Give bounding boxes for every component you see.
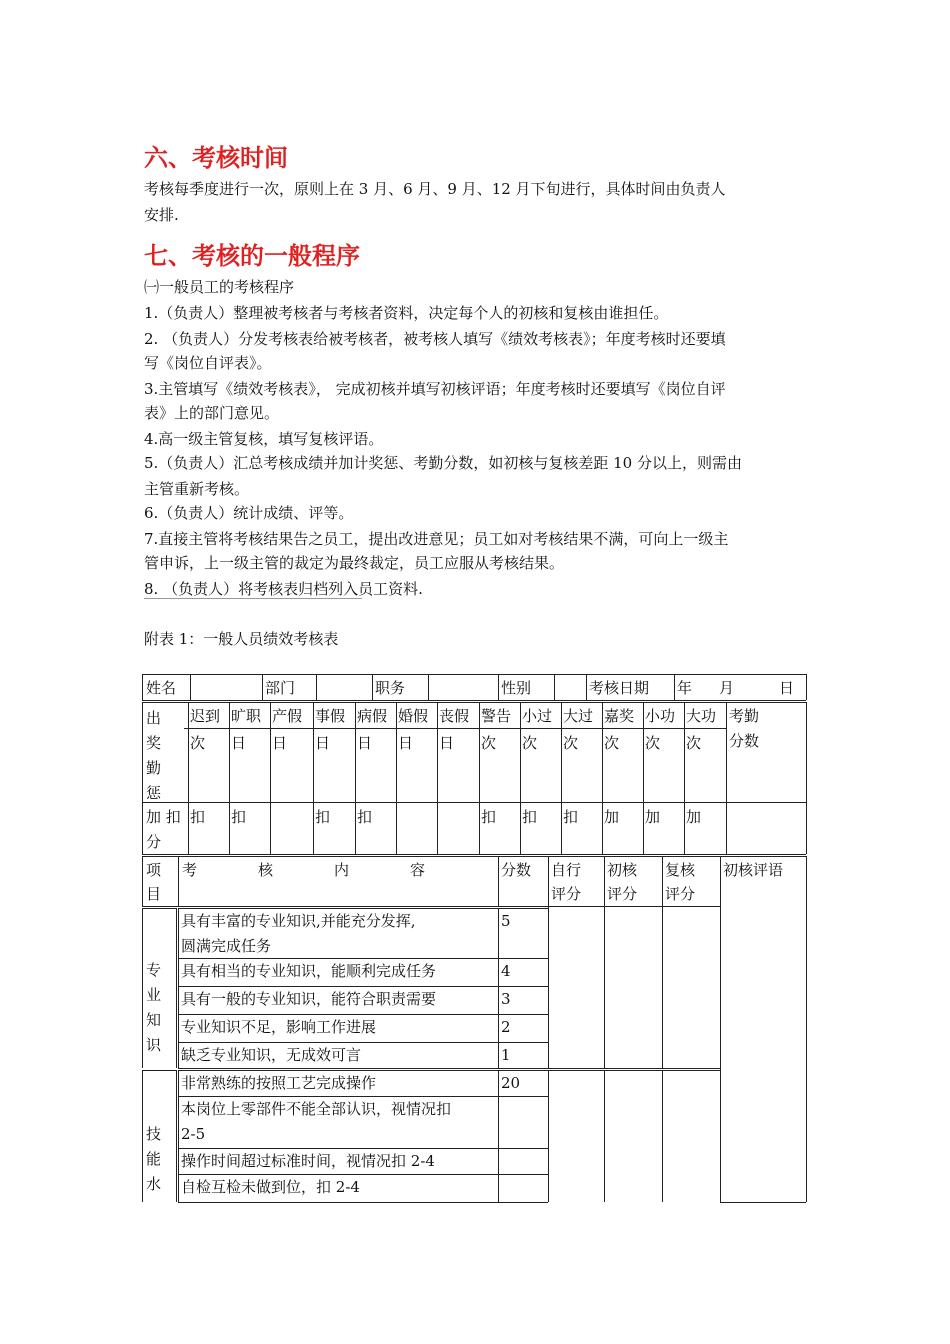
attendance-unit: 日 xyxy=(231,734,247,752)
attendance-column: 旷职 xyxy=(231,707,262,725)
date-label: 考核日期 xyxy=(589,679,650,697)
header-item: 项 xyxy=(146,861,162,879)
adjust-cell: 扣 xyxy=(231,808,247,826)
group-label: 专 xyxy=(146,961,162,979)
score-title: 考勤 xyxy=(729,707,760,725)
table-rule xyxy=(548,986,549,1014)
procedure-line: 5.（负责人）汇总考核成绩并加计奖惩、考勤分数，如初核与复核差距 10 分以上，则需由 xyxy=(144,454,742,472)
procedure-line: 6.（负责人）统计成绩、评等。 xyxy=(144,504,354,522)
table-rule xyxy=(142,700,806,701)
table-rule xyxy=(548,1070,549,1096)
attendance-unit: 日 xyxy=(357,734,373,752)
table-rule xyxy=(548,958,549,986)
table-rule xyxy=(554,674,555,700)
table-rule xyxy=(662,856,663,906)
table-rule xyxy=(662,906,663,1068)
header-review: 评分 xyxy=(665,885,696,903)
table-rule xyxy=(548,1096,549,1148)
table-rule xyxy=(262,674,263,700)
table-rule xyxy=(313,702,314,854)
table-rule xyxy=(520,702,521,854)
table-rule xyxy=(806,856,807,1202)
table-rule xyxy=(498,958,499,986)
table-rule xyxy=(806,674,807,700)
criteria-score: 4 xyxy=(501,962,511,980)
header-self: 自行 xyxy=(551,861,582,879)
group-label: 知 xyxy=(146,1011,162,1029)
table-rule xyxy=(498,674,499,700)
table-rule xyxy=(604,906,662,907)
procedure-line: 8. （负责人）将考核表归档列入员工资料. xyxy=(144,580,423,598)
table-rule xyxy=(498,1042,499,1068)
procedure-line: 7.直接主管将考核结果告之员工，提出改进意见；员工如对考核结果不满，可向上一级主 xyxy=(144,530,729,548)
table-rule xyxy=(178,856,179,906)
table-rule xyxy=(142,702,143,854)
table-rule xyxy=(142,856,143,906)
attendance-column: 大功 xyxy=(686,707,717,725)
gender-label: 性别 xyxy=(501,679,532,697)
criteria-text: 本岗位上零部件不能全部认识，视情况扣 xyxy=(181,1100,452,1118)
year-label: 年 xyxy=(677,679,693,697)
table-rule xyxy=(662,906,720,907)
table-rule xyxy=(355,702,356,854)
table-rule xyxy=(176,908,177,1068)
table-rule xyxy=(548,906,604,907)
attendance-column: 小过 xyxy=(522,707,553,725)
table-rule xyxy=(684,702,685,854)
table-rule xyxy=(498,1148,499,1174)
table-rule xyxy=(316,674,317,700)
section7-heading: 七、考核的一般程序 xyxy=(144,242,360,270)
table-rule xyxy=(178,908,179,958)
criteria-score: 1 xyxy=(501,1046,511,1064)
header-content: 考 xyxy=(182,861,198,879)
table-rule xyxy=(498,1014,499,1042)
table-rule xyxy=(142,674,806,675)
table-rule xyxy=(428,674,429,700)
table-rule xyxy=(178,1174,179,1202)
table-rule xyxy=(662,1070,663,1202)
table-rule xyxy=(604,1070,605,1202)
attendance-column: 大过 xyxy=(563,707,594,725)
table-rule xyxy=(178,1014,179,1042)
table-rule xyxy=(548,1174,549,1202)
attendance-unit: 日 xyxy=(272,734,288,752)
table-rule xyxy=(586,674,587,700)
attendance-unit: 次 xyxy=(190,734,206,752)
adjust-cell: 扣 xyxy=(522,808,538,826)
section7-subheading: ㈠一般员工的考核程序 xyxy=(144,278,295,296)
table-rule xyxy=(498,1096,499,1148)
attendance-column: 小功 xyxy=(645,707,676,725)
divider xyxy=(144,598,362,599)
table-rule xyxy=(178,1148,179,1174)
adjust-cell: 扣 xyxy=(315,808,331,826)
table-rule xyxy=(142,1070,143,1202)
table-rule xyxy=(604,906,605,1068)
table-rule xyxy=(142,1070,176,1071)
table-rule xyxy=(498,1070,499,1096)
table-rule xyxy=(498,1174,499,1202)
attendance-unit: 次 xyxy=(645,734,661,752)
attendance-label: 奖 xyxy=(146,734,162,752)
table-rule xyxy=(142,702,806,703)
procedure-line: 表》上的部门意见。 xyxy=(144,404,280,422)
procedure-line: 主管重新考核。 xyxy=(144,480,250,498)
table-rule xyxy=(372,674,373,700)
appendix-title: 附表 1：一般人员绩效考核表 xyxy=(144,630,339,648)
table-rule xyxy=(720,856,806,857)
section6-heading: 六、考核时间 xyxy=(144,144,288,172)
procedure-line: 写《岗位自评表》。 xyxy=(144,354,272,372)
attendance-column: 婚假 xyxy=(398,707,429,725)
header-item: 目 xyxy=(146,885,162,903)
criteria-text: 缺乏专业知识，无成效可言 xyxy=(181,1046,362,1064)
attendance-column: 事假 xyxy=(315,707,346,725)
table-rule xyxy=(178,1096,179,1148)
attendance-unit: 次 xyxy=(686,734,702,752)
table-rule xyxy=(604,1068,662,1069)
attendance-unit: 日 xyxy=(315,734,331,752)
criteria-text: 非常熟练的按照工艺完成操作 xyxy=(181,1074,377,1092)
table-rule xyxy=(662,1068,720,1069)
group-label: 技 xyxy=(146,1125,162,1143)
table-rule xyxy=(178,1070,179,1096)
table-rule xyxy=(178,986,179,1014)
table-rule xyxy=(548,1070,604,1071)
procedure-line: 4.高一级主管复核，填写复核评语。 xyxy=(144,430,384,448)
procedure-line: 3.主管填写《绩效考核表》， 完成初核并填写初核评语；年度考核时还要填写《岗位自评 xyxy=(144,380,726,398)
adjust-cell: 扣 xyxy=(190,808,206,826)
header-first: 评分 xyxy=(607,885,638,903)
adjust-cell: 扣 xyxy=(357,808,373,826)
table-rule xyxy=(142,674,143,700)
attendance-label: 出 xyxy=(146,709,162,727)
procedure-line: 1.（负责人）整理被考核者与考核者资料，决定每个人的初核和复核由谁担任。 xyxy=(144,304,669,322)
day-label: 日 xyxy=(779,679,795,697)
table-rule xyxy=(498,908,499,958)
table-rule xyxy=(178,1042,179,1068)
month-label: 月 xyxy=(719,679,735,697)
table-rule xyxy=(498,986,499,1014)
table-rule xyxy=(190,674,191,700)
table-rule xyxy=(602,702,603,854)
criteria-text: 自检互检未做到位，扣 2-4 xyxy=(181,1178,360,1196)
table-rule xyxy=(437,702,438,854)
table-rule xyxy=(498,856,499,906)
criteria-text: 圆满完成任务 xyxy=(181,937,272,955)
adjust-label: 分 xyxy=(146,833,162,851)
table-rule xyxy=(142,802,806,803)
criteria-text: 2-5 xyxy=(181,1125,206,1143)
header-comment: 初核评语 xyxy=(723,861,784,879)
table-rule xyxy=(142,908,176,909)
table-rule xyxy=(188,702,189,854)
table-rule xyxy=(720,1070,721,1202)
adjust-cell: 加 xyxy=(645,808,661,826)
table-rule xyxy=(604,856,605,906)
group-label: 业 xyxy=(146,986,162,1004)
header-content: 容 xyxy=(410,861,426,879)
group-label: 能 xyxy=(146,1150,162,1168)
criteria-text: 专业知识不足，影响工作进展 xyxy=(181,1018,377,1036)
attendance-unit: 次 xyxy=(604,734,620,752)
table-rule xyxy=(176,1070,177,1202)
header-content: 内 xyxy=(334,861,350,879)
table-rule xyxy=(674,674,675,700)
table-rule xyxy=(479,702,480,854)
table-rule xyxy=(806,702,807,854)
dept-label: 部门 xyxy=(265,679,296,697)
group-label: 水 xyxy=(146,1175,162,1193)
criteria-text: 具有相当的专业知识，能顺利完成任务 xyxy=(181,962,437,980)
attendance-unit: 次 xyxy=(522,734,538,752)
table-rule xyxy=(643,702,644,854)
table-rule xyxy=(548,1014,549,1042)
table-rule xyxy=(178,1202,548,1203)
procedure-line: 2. （负责人）分发考核表给被考核者，被考核人填写《绩效考核表》；年度考核时还要填 xyxy=(144,330,726,348)
criteria-score: 5 xyxy=(501,912,511,930)
attendance-unit: 次 xyxy=(481,734,497,752)
header-content: 核 xyxy=(258,861,274,879)
table-rule xyxy=(726,702,727,854)
score-title: 分数 xyxy=(729,732,760,750)
table-rule xyxy=(720,906,721,1068)
attendance-column: 产假 xyxy=(272,707,303,725)
header-review: 复核 xyxy=(665,861,696,879)
attendance-column: 嘉奖 xyxy=(604,707,635,725)
table-rule xyxy=(561,702,562,854)
table-rule xyxy=(548,908,549,958)
attendance-unit: 日 xyxy=(398,734,414,752)
table-rule xyxy=(548,1148,549,1174)
criteria-text: 具有丰富的专业知识,并能充分发挥, xyxy=(181,912,416,930)
position-label: 职务 xyxy=(375,679,406,697)
attendance-column: 丧假 xyxy=(439,707,470,725)
table-rule xyxy=(548,856,549,906)
adjust-cell: 加 xyxy=(686,808,702,826)
table-rule xyxy=(142,856,720,857)
name-label: 姓名 xyxy=(146,679,177,697)
attendance-unit: 日 xyxy=(439,734,455,752)
criteria-text: 具有一般的专业知识，能符合职责需要 xyxy=(181,990,437,1008)
group-label: 识 xyxy=(146,1036,162,1054)
table-rule xyxy=(270,702,271,854)
criteria-score: 3 xyxy=(501,990,511,1008)
header-score: 分数 xyxy=(501,861,532,879)
header-first: 初核 xyxy=(607,861,638,879)
adjust-cell: 加 xyxy=(604,808,620,826)
table-rule xyxy=(604,1070,662,1071)
table-rule xyxy=(229,702,230,854)
procedure-line: 管申诉，上一级主管的裁定为最终裁定，员工应服从考核结果。 xyxy=(144,554,565,572)
table-rule xyxy=(142,854,806,855)
adjust-cell: 扣 xyxy=(481,808,497,826)
attendance-label: 惩 xyxy=(146,784,162,802)
criteria-score: 2 xyxy=(501,1018,511,1036)
section6-text-2: 安排. xyxy=(144,206,179,224)
section6-text-1: 考核每季度进行一次，原则上在 3 月、6 月、9 月、12 月下旬进行，具体时间由负责人 xyxy=(144,180,726,198)
table-rule xyxy=(662,1070,720,1071)
header-self: 评分 xyxy=(551,885,582,903)
attendance-column: 病假 xyxy=(357,707,388,725)
attendance-unit: 次 xyxy=(563,734,579,752)
attendance-column: 迟到 xyxy=(190,707,221,725)
adjust-cell: 扣 xyxy=(563,808,579,826)
criteria-text: 操作时间超过标准时间，视情况扣 2-4 xyxy=(181,1152,435,1170)
adjust-label: 加 扣 xyxy=(146,808,181,826)
table-rule xyxy=(548,1042,549,1068)
criteria-score: 20 xyxy=(501,1074,521,1092)
table-rule xyxy=(548,1068,604,1069)
table-rule xyxy=(720,1202,806,1203)
table-rule xyxy=(142,908,143,1068)
table-rule xyxy=(178,958,179,986)
table-rule xyxy=(178,1068,548,1069)
table-rule xyxy=(396,702,397,854)
attendance-column: 警告 xyxy=(481,707,512,725)
attendance-label: 勤 xyxy=(146,759,162,777)
